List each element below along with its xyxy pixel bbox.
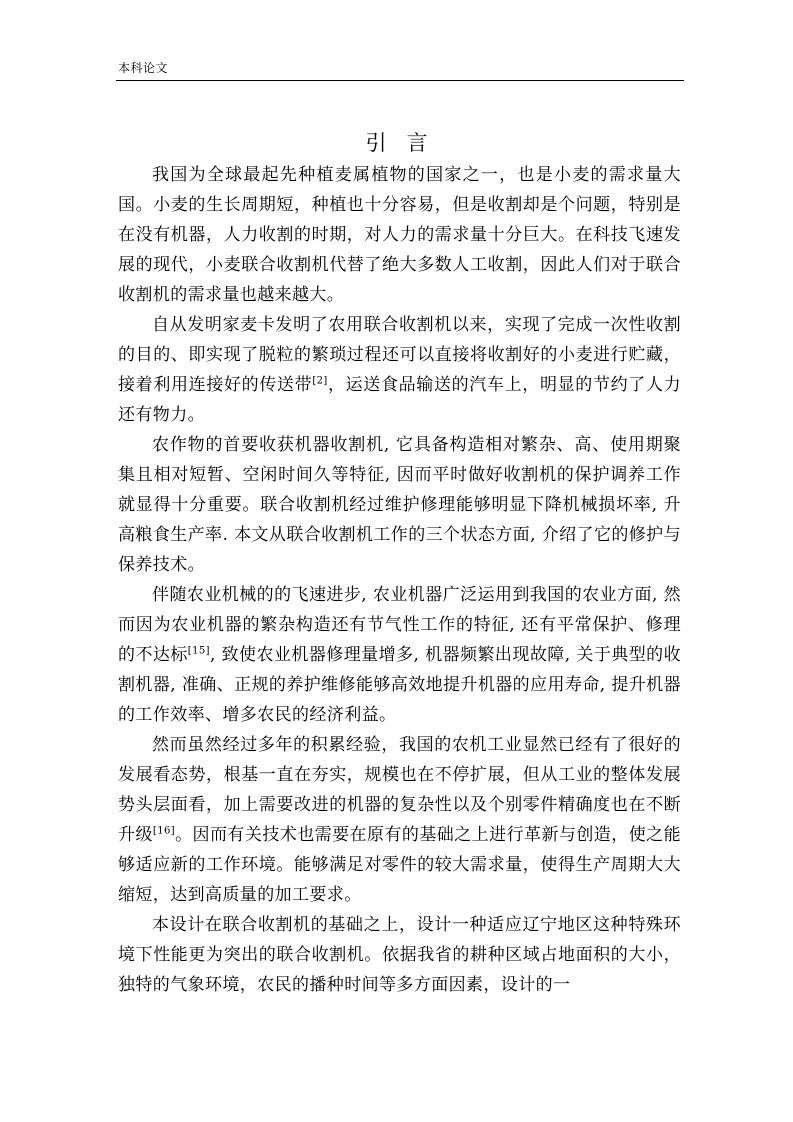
paragraph-3 xyxy=(118,430,681,580)
paragraph-text: 本设计在联合收割机的基础之上，设计一种适应辽宁地区这种特殊环境下性能更为突出的联合收割机。依据我省的耕种区域占地面积的大小，独特的气象环境，农民的播种时间等多方面因素，设计的一 xyxy=(118,915,681,995)
citation-15: [15] xyxy=(187,645,210,657)
paragraph-text: , 致使农业机器修理量增多, 机器频繁出现故障, 关于典型的收割机器, 准确、正规的养护维修能够高效地提升机器的应用寿命, 提升机器的工作效率、增多农民的经济利益。 xyxy=(118,645,681,725)
citation-16: [16] xyxy=(152,825,176,837)
body-text xyxy=(118,160,681,1000)
paragraph-4 xyxy=(118,580,681,730)
header-rule xyxy=(116,80,684,81)
paragraph-text: 自从发明家麦卡发明了农用联合收割机以来，实现了完成一次性收割的目的、即实现了脱粒的繁琐过程还可以直接将收割好的小麦进行贮藏，接着利用连接好的传送带 xyxy=(118,315,681,395)
paragraph-1 xyxy=(118,160,681,310)
paragraph-text: 然而虽然经过多年的积累经验，我国的农机工业显然已经有了很好的发展看态势，根基一直在夯实，规模也在不停扩展，但从工业的整体发展势头层面看，加上需要改进的机器的复杂性以及个别零件精确度也在不断升级 xyxy=(118,735,681,845)
paragraph-text: 农作物的首要收获机器收割机, 它具备构造相对繁杂、高、使用期聚集且相对短暂、空闲时间久等特征, 因而平时做好收割机的保护调养工作就显得十分重要。联合收割机经过维护修理能够明显下降机械损坏率, 升高粮食生产率. 本文从联合收割机工作的三个状态方面, 介绍了它的修护与保养技术。 xyxy=(118,435,681,575)
running-header: 本科论文 xyxy=(118,61,169,75)
paragraph-5 xyxy=(118,730,681,910)
paragraph-text: ，运送食品输送的汽车上，明显的节约了人力还有物力。 xyxy=(118,375,682,425)
paragraph-text: 。因而有关技术也需要在原有的基础之上进行革新与创造，使之能够适应新的工作环境。能够满足对零件的较大需求量，使得生产周期大大缩短，达到高质量的加工要求。 xyxy=(118,825,681,905)
paragraph-text: 我国为全球最起先种植麦属植物的国家之一，也是小麦的需求量大国。小麦的生长周期短，种植也十分容易，但是收割却是个问题，特别是在没有机器，人力收割的时期，对人力的需求量十分巨大。在科技飞速发展的现代，小麦联合收割机代替了绝大多数人工收割，因此人们对于联合收割机的需求量也越来越大。 xyxy=(118,165,681,305)
paragraph-6 xyxy=(118,910,681,1000)
citation-2: [2] xyxy=(312,375,328,387)
paragraph-text: 伴随农业机械的的飞速进步, 农业机器广泛运用到我国的农业方面, 然而因为农业机器的繁杂构造还有节气性工作的特征, 还有平常保护、修理的不达标 xyxy=(118,585,681,665)
section-title: 引言 xyxy=(365,131,448,155)
paragraph-2 xyxy=(118,310,681,430)
